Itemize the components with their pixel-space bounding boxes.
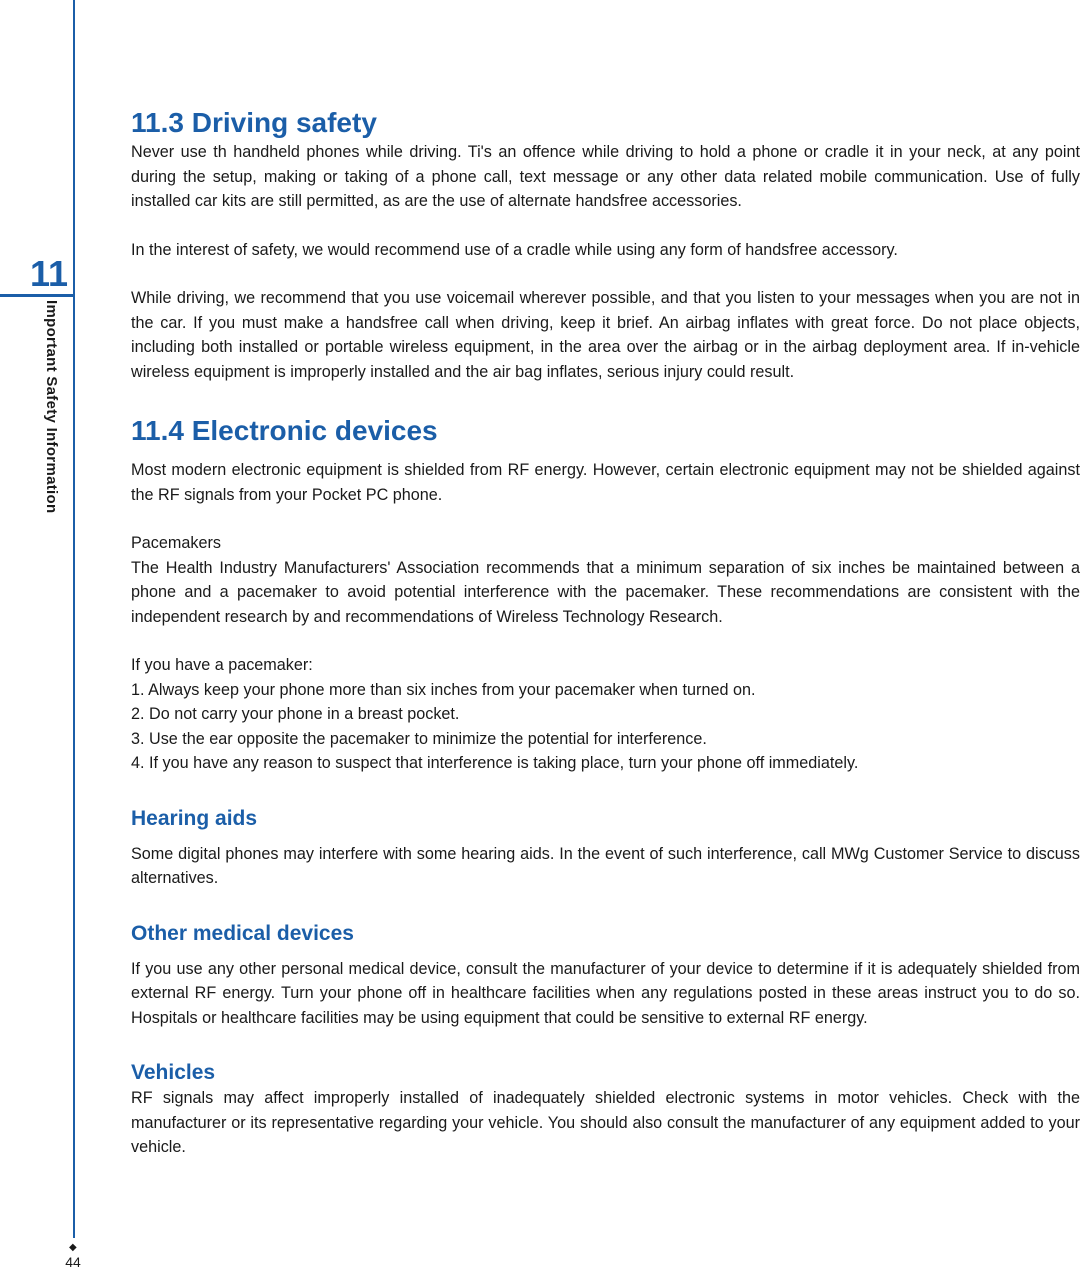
paragraph: Most modern electronic equipment is shielded from RF energy. However, certain electronic equipment may not be shielded against the RF signals from your Pocket PC phone. [131, 461, 1080, 504]
list-intro: If you have a pacemaker: [131, 656, 313, 674]
paragraph: The Health Industry Manufacturers' Association recommends that a minimum separation of six inches be maintained between a phone and a pacemaker to avoid potential interference with the pacemaker. These recommendations are consistent with the independent research by and recommendations of Wireless Technology Research. [131, 558, 1080, 626]
chapter-number: 11 [29, 253, 69, 294]
paragraph: If you use any other personal medical device, consult the manufacturer of your device to determine if it is adequately shielded from external RF energy. Turn your phone off in healthcare facilities when any regulations posted in these areas instruct you to do so. Hospitals or healthcare facilities may be using equipment that could be sensitive to external RF energy. [131, 959, 1080, 1027]
subheading-pacemakers: Pacemakers [131, 534, 221, 552]
subsection-heading-hearing-aids: Hearing aids [131, 806, 258, 830]
paragraph: While driving, we recommend that you use voicemail wherever possible, and that you listen to your messages when you are not in the car. If you must make a handsfree call when driving, keep it brief. An airbag inflates with great force. Do not place objects, including both installed or portable wireless equipment, in the area over the airbag or in the airbag deployment area. If in-vehicle wireless equipment is improperly installed and the air bag inflates, serious injury could result. [131, 289, 1080, 381]
footer-diamond-icon: ◆ [69, 1242, 77, 1253]
paragraph: In the interest of safety, we would recommend use of a cradle while using any form of handsfree accessory. [131, 240, 898, 259]
page-number: 44 [65, 1254, 81, 1270]
paragraph: RF signals may affect improperly installed of inadequately shielded electronic systems in motor vehicles. Check with the manufacturer or its representative regarding your vehicle. You should also consult the manufacturer of any equipment added to your vehicle. [131, 1089, 1080, 1156]
list-item: 4. If you have any reason to suspect that interference is taking place, turn your phone off immediately. [131, 754, 859, 772]
paragraph: Some digital phones may interfere with some hearing aids. In the event of such interference, call MWg Customer Service to discuss alternatives. [131, 844, 1080, 887]
sidebar-vertical-rule [73, 0, 75, 1238]
list-item: 1. Always keep your phone more than six inches from your pacemaker when turned on. [131, 680, 756, 699]
list-item: 3. Use the ear opposite the pacemaker to minimize the potential for interference. [131, 729, 707, 748]
section-heading-driving-safety: 11.3 Driving safety [131, 107, 377, 138]
subsection-heading-vehicles: Vehicles [131, 1061, 216, 1084]
paragraph: Never use th handheld phones while driving. Ti's an offence while driving to hold a phone or cradle it in your neck, at any point during the setup, making or taking of a phone call, text message or any other data related mobile communication. Use of fully installed car kits are still permitted, as are the use of alternate handsfree accessories. [131, 143, 1080, 210]
subsection-heading-other-medical-devices: Other medical devices [131, 921, 354, 945]
section-heading-electronic-devices: 11.4 Electronic devices [131, 415, 438, 446]
chapter-tab-rule [0, 294, 75, 297]
chapter-title: Important Safety Information [43, 300, 60, 514]
list-item: 2. Do not carry your phone in a breast pocket. [131, 705, 460, 723]
page-content [131, 106, 1080, 1160]
